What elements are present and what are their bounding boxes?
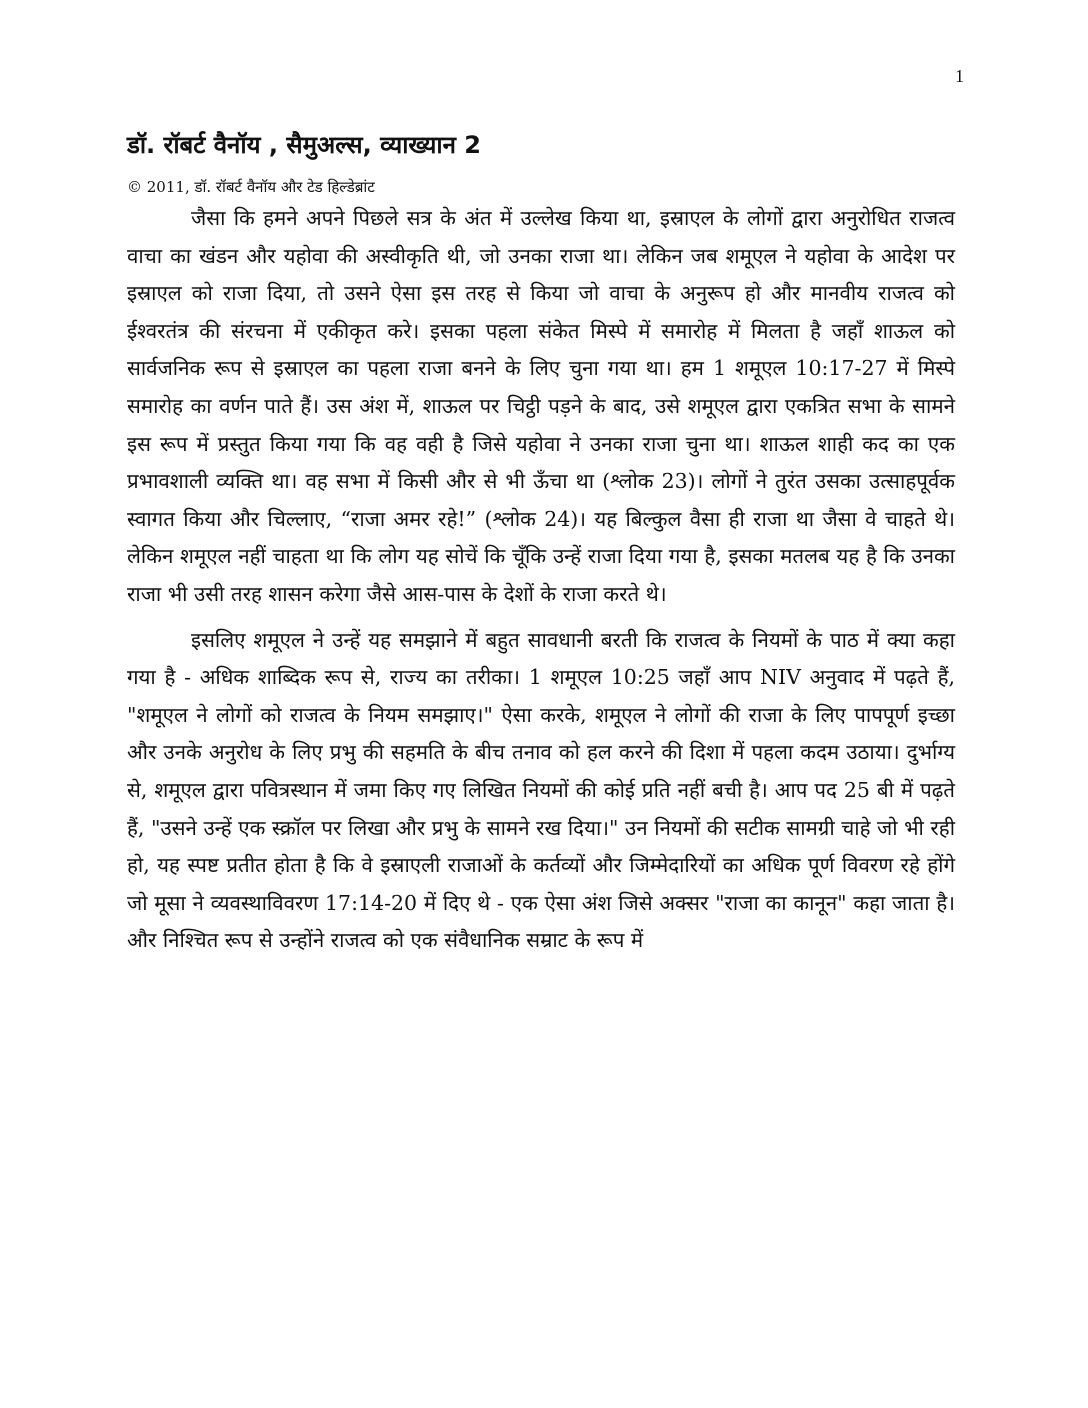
document-body (127, 128, 955, 968)
paragraph-2: इसलिए शमूएल ने उन्हें यह समझाने में बहुत सावधानी बरती कि राजत्व के नियमों के पाठ में क्या कहा गया है - अधिक शाब्दिक रूप से, राज्य का तरीका। 1 शमूएल 10:25 जहाँ आप NIV अनुवाद में पढ़ते हैं, "शमूएल ने लोगों को राजत्व के नियम समझाए।" ऐसा करके, शमूएल ने लोगों की राजा के लिए पापपूर्ण इच्छा और उनके अनुरोध के लिए प्रभु की सहमति के बीच तनाव को हल करने की दिशा में पहला कदम उठाया। दुर्भाग्य से, शमूएल द्वारा पवित्रस्थान में जमा किए गए लिखित नियमों की कोई प्रति नहीं बची है। आप पद 25 बी में पढ़ते हैं, "उसने उन्हें एक स्क्रॉल पर लिखा और प्रभु के सामने रख दिया।" उन नियमों की सटीक सामग्री चाहे जो भी रही हो, यह स्पष्ट प्रतीत होता है कि वे इस्राएली राजाओं के कर्तव्यों और जिम्मेदारियों का अधिक पूर्ण विवरण रहे होंगे जो मूसा ने व्यवस्थाविवरण 17:14-20 में दिए थे - एक ऐसा अंश जिसे अक्सर "राजा का कानून" कहा जाता है। और निश्चित रूप से उन्होंने राजत्व को एक संवैधानिक सम्राट के रूप में (127, 627, 955, 953)
document-title: डॉ. रॉबर्ट वैनॉय , सैमुअल्स, व्याख्यान 2 (127, 131, 481, 159)
paragraph-1: जैसा कि हमने अपने पिछले सत्र के अंत में उल्लेख किया था, इस्राएल के लोगों द्वारा अनुरोधित राजत्व वाचा का खंडन और यहोवा की अस्वीकृति थी, जो उनका राजा था। लेकिन जब शमूएल ने यहोवा के आदेश पर इस्राएल को राजा दिया, तो उसने ऐसा इस तरह से किया जो वाचा के अनुरूप हो और मानवीय राजत्व को ईश्वरतंत्र की संरचना में एकीकृत करे। इसका पहला संकेत मिस्पे में समारोह में मिलता है जहाँ शाऊल को सार्वजनिक रूप से इस्राएल का पहला राजा बनने के लिए चुना गया था। हम 1 शमूएल 10:17-27 में मिस्पे समारोह का वर्णन पाते हैं। उस अंश में, शाऊल पर चिट्ठी पड़ने के बाद, उसे शमूएल द्वारा एकत्रित सभा के सामने इस रूप में प्रस्तुत किया गया कि वह वही है जिसे यहोवा ने उनका राजा चुना था। शाऊल शाही कद का एक प्रभावशाली व्यक्ति था। वह सभा में किसी और से भी ऊँचा था (श्लोक 23)। लोगों ने तुरंत उसका उत्साहपूर्वक स्वागत किया और चिल्लाए, “राजा अमर रहे!” (श्लोक 24)। यह बिल्कुल वैसा ही राजा था जैसा वे चाहते थे। लेकिन शमूएल नहीं चाहता था कि लोग यह सोचें कि चूँकि उन्हें राजा दिया गया है, इसका मतलब यह है कि उनका राजा भी उसी तरह शासन करेगा जैसे आस-पास के देशों के राजा करते थे। (127, 206, 955, 606)
page-number: 1 (955, 66, 964, 86)
copyright-line: © 2011, डॉ. रॉबर्ट वैनॉय और टेड हिल्डेब्रांट (127, 178, 375, 196)
